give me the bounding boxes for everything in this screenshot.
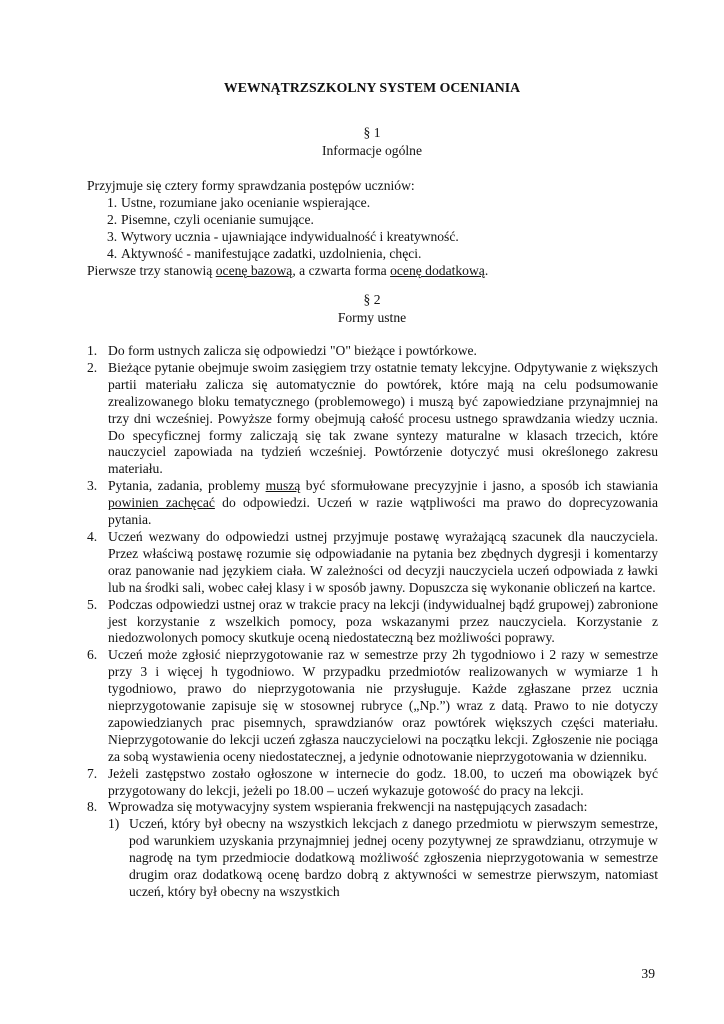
list-item-number: 3. xyxy=(87,478,98,494)
list-item-number: 7. xyxy=(87,765,98,781)
list-item-text: Uczeń wezwany do odpowiedzi ustnej przyjmuje postawę wyrażającą szacunek dla nauczyciela. Przez właściwą postawę rozumie się odpowiadanie na pytania bez zbędnych dygresji i komentarzy oraz panowanie nad językiem ciała. W zależności od decyzji nauczyciela uczeń odpowiada z ławki lub na środki sali, wobec całej klasy i w sposób jawny. Dopuszcza się wykonanie obliczeń na kartce. xyxy=(108,528,658,595)
list-item-text: Jeżeli zastępstwo zostało ogłoszone w internecie do godz. 18.00, to uczeń ma obowiązek być przygotowany do lekcji, jeżeli po 18.00 – uczeń wykazuje gotowość do pracy na lekcji. xyxy=(108,765,658,798)
list-item-text xyxy=(108,478,658,527)
section-1-heading: Informacje ogólne xyxy=(321,143,423,158)
intro-lead: Przyjmuje się cztery formy sprawdzania postępów uczniów: xyxy=(87,178,415,193)
list-item-number: 3. xyxy=(107,228,118,244)
intro-closing-text: . xyxy=(484,262,489,278)
page-number: 39 xyxy=(641,966,655,981)
list-item xyxy=(87,246,659,263)
list-item-number: 6. xyxy=(87,647,98,663)
list-item-text: Pisemne, czyli ocenianie sumujące. xyxy=(121,211,314,227)
intro-block xyxy=(87,178,659,279)
sub-list-item xyxy=(108,816,658,901)
intro-closing-text: , a czwarta forma xyxy=(292,262,391,278)
additional-grade-term: ocenę dodatkową xyxy=(390,262,485,278)
list-item-text: Wytwory ucznia - ujawniające indywidualność i kreatywność. xyxy=(121,228,459,244)
underlined-term: muszą xyxy=(265,478,301,494)
text-segment: Pytania, zadania, problemy xyxy=(108,478,266,494)
list-item xyxy=(87,597,658,648)
base-grade-term: ocenę bazową xyxy=(215,262,293,278)
section-2-heading: Formy ustne xyxy=(337,310,407,325)
list-item xyxy=(87,478,658,529)
list-item-number: 4. xyxy=(107,245,118,261)
list-item-number: 1. xyxy=(87,343,98,358)
list-item-text: Podczas odpowiedzi ustnej oraz w trakcie pracy na lekcji (indywidualnej bądź grupowej) zabronione jest korzystanie z wszelkich pomocy, poza wskazanymi przez nauczyciela. Korzystanie z niedozwolonych pomocy skutkuje oceną niedostateczną bez możliwości poprawy. xyxy=(108,596,658,646)
intro-closing-text: Pierwsze trzy stanowią xyxy=(87,262,216,278)
text-segment: do odpowiedzi. Uczeń w razie wątpliwości ma prawo do doprecyzowania pytania. xyxy=(108,495,658,528)
oral-forms-list xyxy=(87,343,658,901)
sub-list-item-text: Uczeń, który był obecny na wszystkich lekcjach z danego przedmiotu w pierwszym semestrze, pod warunkiem uzyskania przynajmniej jednej oceny pozytywnej ze sprawdzianu, otrzymuje w nagrodę na tym przedmiocie dodatkową możliwość zgłoszenia nieprzygotowania w semestrze drugim oraz dodatkową ocenę bardzo dobrą z aktywności w semestrze pierwszym, natomiast uczeń, który był obecny na wszystkich xyxy=(129,816,658,899)
forms-list xyxy=(87,195,659,263)
list-item xyxy=(87,647,658,765)
list-item xyxy=(87,212,659,229)
list-item xyxy=(87,195,659,212)
intro-closing xyxy=(87,263,659,280)
list-item-text: Bieżące pytanie obejmuje swoim zasięgiem trzy ostatnie tematy lekcyjne. Odpytywanie z większych partii materiału zalicza się automatycznie do powtórek, które mają na celu podsumowanie zrealizowanego bloku tematycznego (problemowego) i muszą być zapowiedziane przynajmniej na trzy dni wcześniej. Powyższe formy obejmują całość procesu ustnego sprawdzania wiedzy ucznia. Do specyficznej formy zaliczają się tak zwane syntezy maturalne w klasach trzecich, które nauczyciel zapowiada na tydzień wcześniej. Powtórzenie dotyczyć musi określonego zakresu materiału. xyxy=(108,359,658,477)
list-item xyxy=(87,529,658,597)
list-item xyxy=(87,766,658,800)
list-item-number: 8. xyxy=(87,799,98,815)
list-item-text: Ustne, rozumiane jako ocenianie wspierające. xyxy=(121,194,371,210)
list-item-text: Wprowadza się motywacyjny system wspierania frekwencji na następujących zasadach: xyxy=(108,799,588,815)
section-2-sign: § 2 xyxy=(363,292,381,307)
list-item-number: 4. xyxy=(87,528,98,544)
document-title: WEWNĄTRZSZKOLNY SYSTEM OCENIANIA xyxy=(223,80,521,95)
section-1-sign: § 1 xyxy=(363,125,381,140)
list-item-number: 2. xyxy=(107,211,118,227)
list-item xyxy=(87,229,659,246)
list-item-number: 1. xyxy=(107,194,118,210)
list-item-text: Do form ustnych zalicza się odpowiedzi "O" bieżące i powtórkowe. xyxy=(108,343,477,358)
text-segment: być sformułowane precyzyjnie i jasno, a sposób ich stawiania xyxy=(300,478,658,494)
list-item xyxy=(87,799,658,900)
list-item xyxy=(87,360,658,478)
list-item-number: 2. xyxy=(87,359,98,375)
list-item-number: 5. xyxy=(87,596,98,612)
list-item xyxy=(87,343,658,360)
underlined-term: powinien zachęcać xyxy=(108,495,215,511)
list-item-text: Uczeń może zgłosić nieprzygotowanie raz w semestrze przy 2h tygodniowo i 2 razy w semestrze przy 3 i więcej h tygodniowo. W przypadku przedmiotów realizowanych w wymiarze 1 h tygodniowo, prawo do nieprzygotowania nie przysługuje. Każde zgłaszane przez ucznia nieprzygotowanie zapisuje się w stosownej rubryce („Np.”) wraz z datą. Prawo to nie dotyczy zapowiedzianych prac pisemnych, sprawdzianów oraz powtórek większych części materiału. Nieprzygotowanie do lekcji uczeń zgłasza nauczycielowi na początku lekcji. Zgłoszenie nie pociąga za sobą wystawienia oceny niedostatecznej, a jedynie odnotowanie nieprzygotowania w dzienniku. xyxy=(108,647,658,764)
list-item-text: Aktywność - manifestujące zadatki, uzdolnienia, chęci. xyxy=(121,245,422,261)
sub-list-item-number: 1) xyxy=(108,816,120,832)
